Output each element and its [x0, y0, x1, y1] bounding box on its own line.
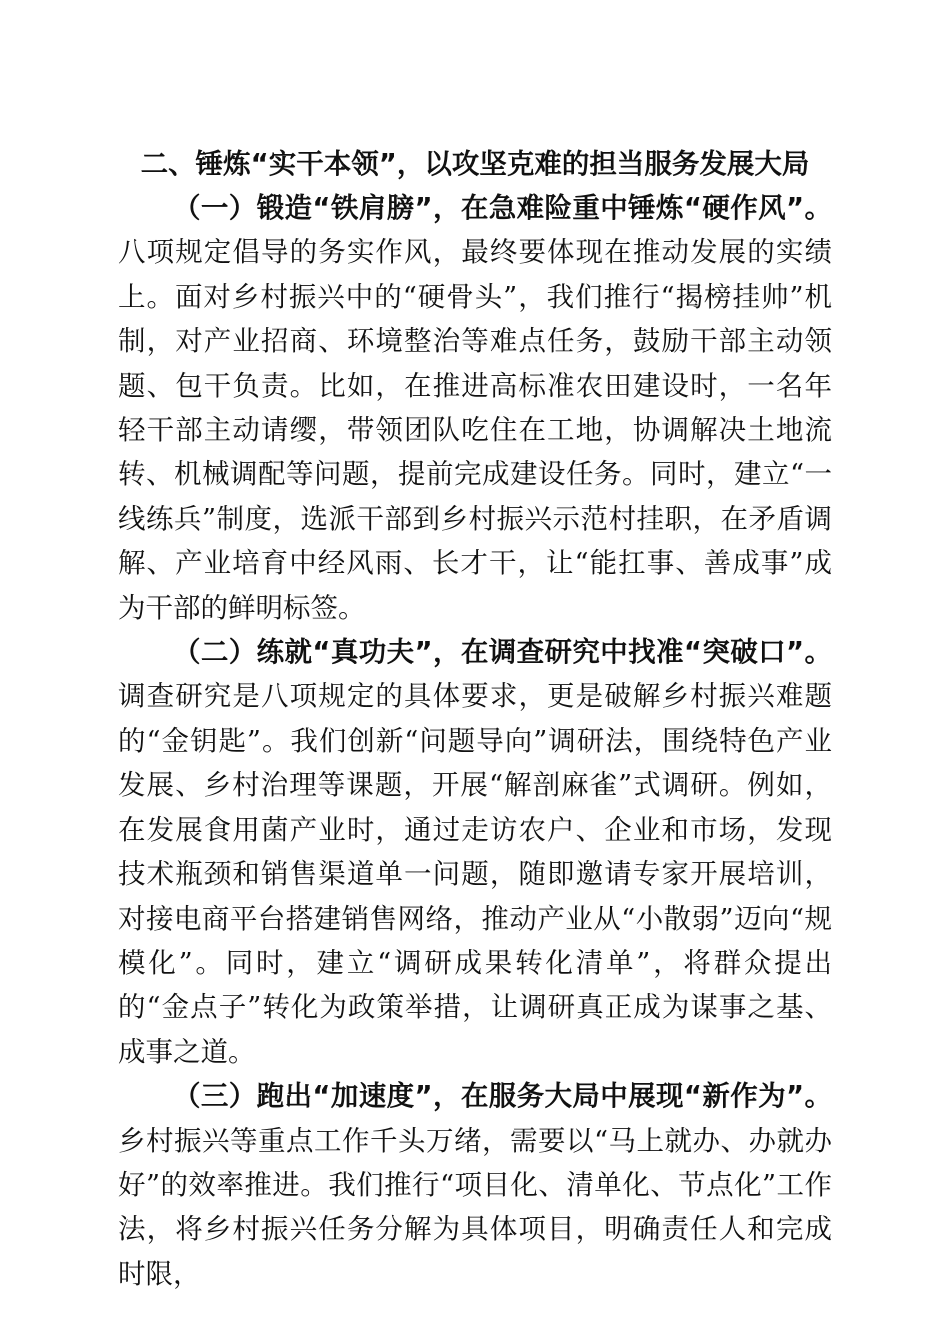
- paragraph-2: [118, 630, 832, 1074]
- section-heading: 二、锤炼“实干本领”，以攻坚克难的担当服务发展大局: [140, 148, 810, 180]
- paragraph-2-lead: （二）练就“真功夫”，在调查研究中找准“突破口”。: [173, 636, 832, 669]
- paragraph-3-lead: （三）跑出“加速度”，在服务大局中展现“新作为”。: [173, 1080, 832, 1113]
- paragraph-3: [118, 1074, 832, 1296]
- paragraph-2-body: 调查研究是八项规定的具体要求，更是破解乡村振兴难题的“金钥匙”。我们创新“问题导向”调研法，围绕特色产业发展、乡村治理等课题，开展“解剖麻雀”式调研。例如，在发展食用菌产业时，通过走访农户、企业和市场，发现技术瓶颈和销售渠道单一问题，随即邀请专家开展培训，对接电商平台搭建销售网络，推动产业从“小散弱”迈向“规模化”。同时，建立“调研成果转化清单”，将群众提出的“金点子”转化为政策举措，让调研真正成为谋事之基、成事之道。: [118, 680, 832, 1068]
- paragraph-1-lead: （一）锻造“铁肩膀”，在急难险重中锤炼“硬作风”。: [173, 192, 832, 224]
- paragraph-1-body: 八项规定倡导的务实作风，最终要体现在推动发展的实绩上。面对乡村振兴中的“硬骨头”，我们推行“揭榜挂帅”机制，对产业招商、环境整治等难点任务，鼓励干部主动领题、包干负责。比如，在推进高标准农田建设时，一名年轻干部主动请缨，带领团队吃住在工地，协调解决土地流转、机械调配等问题，提前完成建设任务。同时，建立“一线练兵”制度，选派干部到乡村振兴示范村挂职，在矛盾调解、产业培育中经风雨、长才干，让“能扛事、善成事”成为干部的鲜明标签。: [118, 236, 832, 624]
- paragraph-3-body: 乡村振兴等重点工作千头万绪，需要以“马上就办、办就办好”的效率推进。我们推行“项目化、清单化、节点化”工作法，将乡村振兴任务分解为具体项目，明确责任人和完成时限，: [118, 1124, 832, 1290]
- section-body: [118, 186, 832, 1296]
- paragraph-1: [118, 186, 832, 630]
